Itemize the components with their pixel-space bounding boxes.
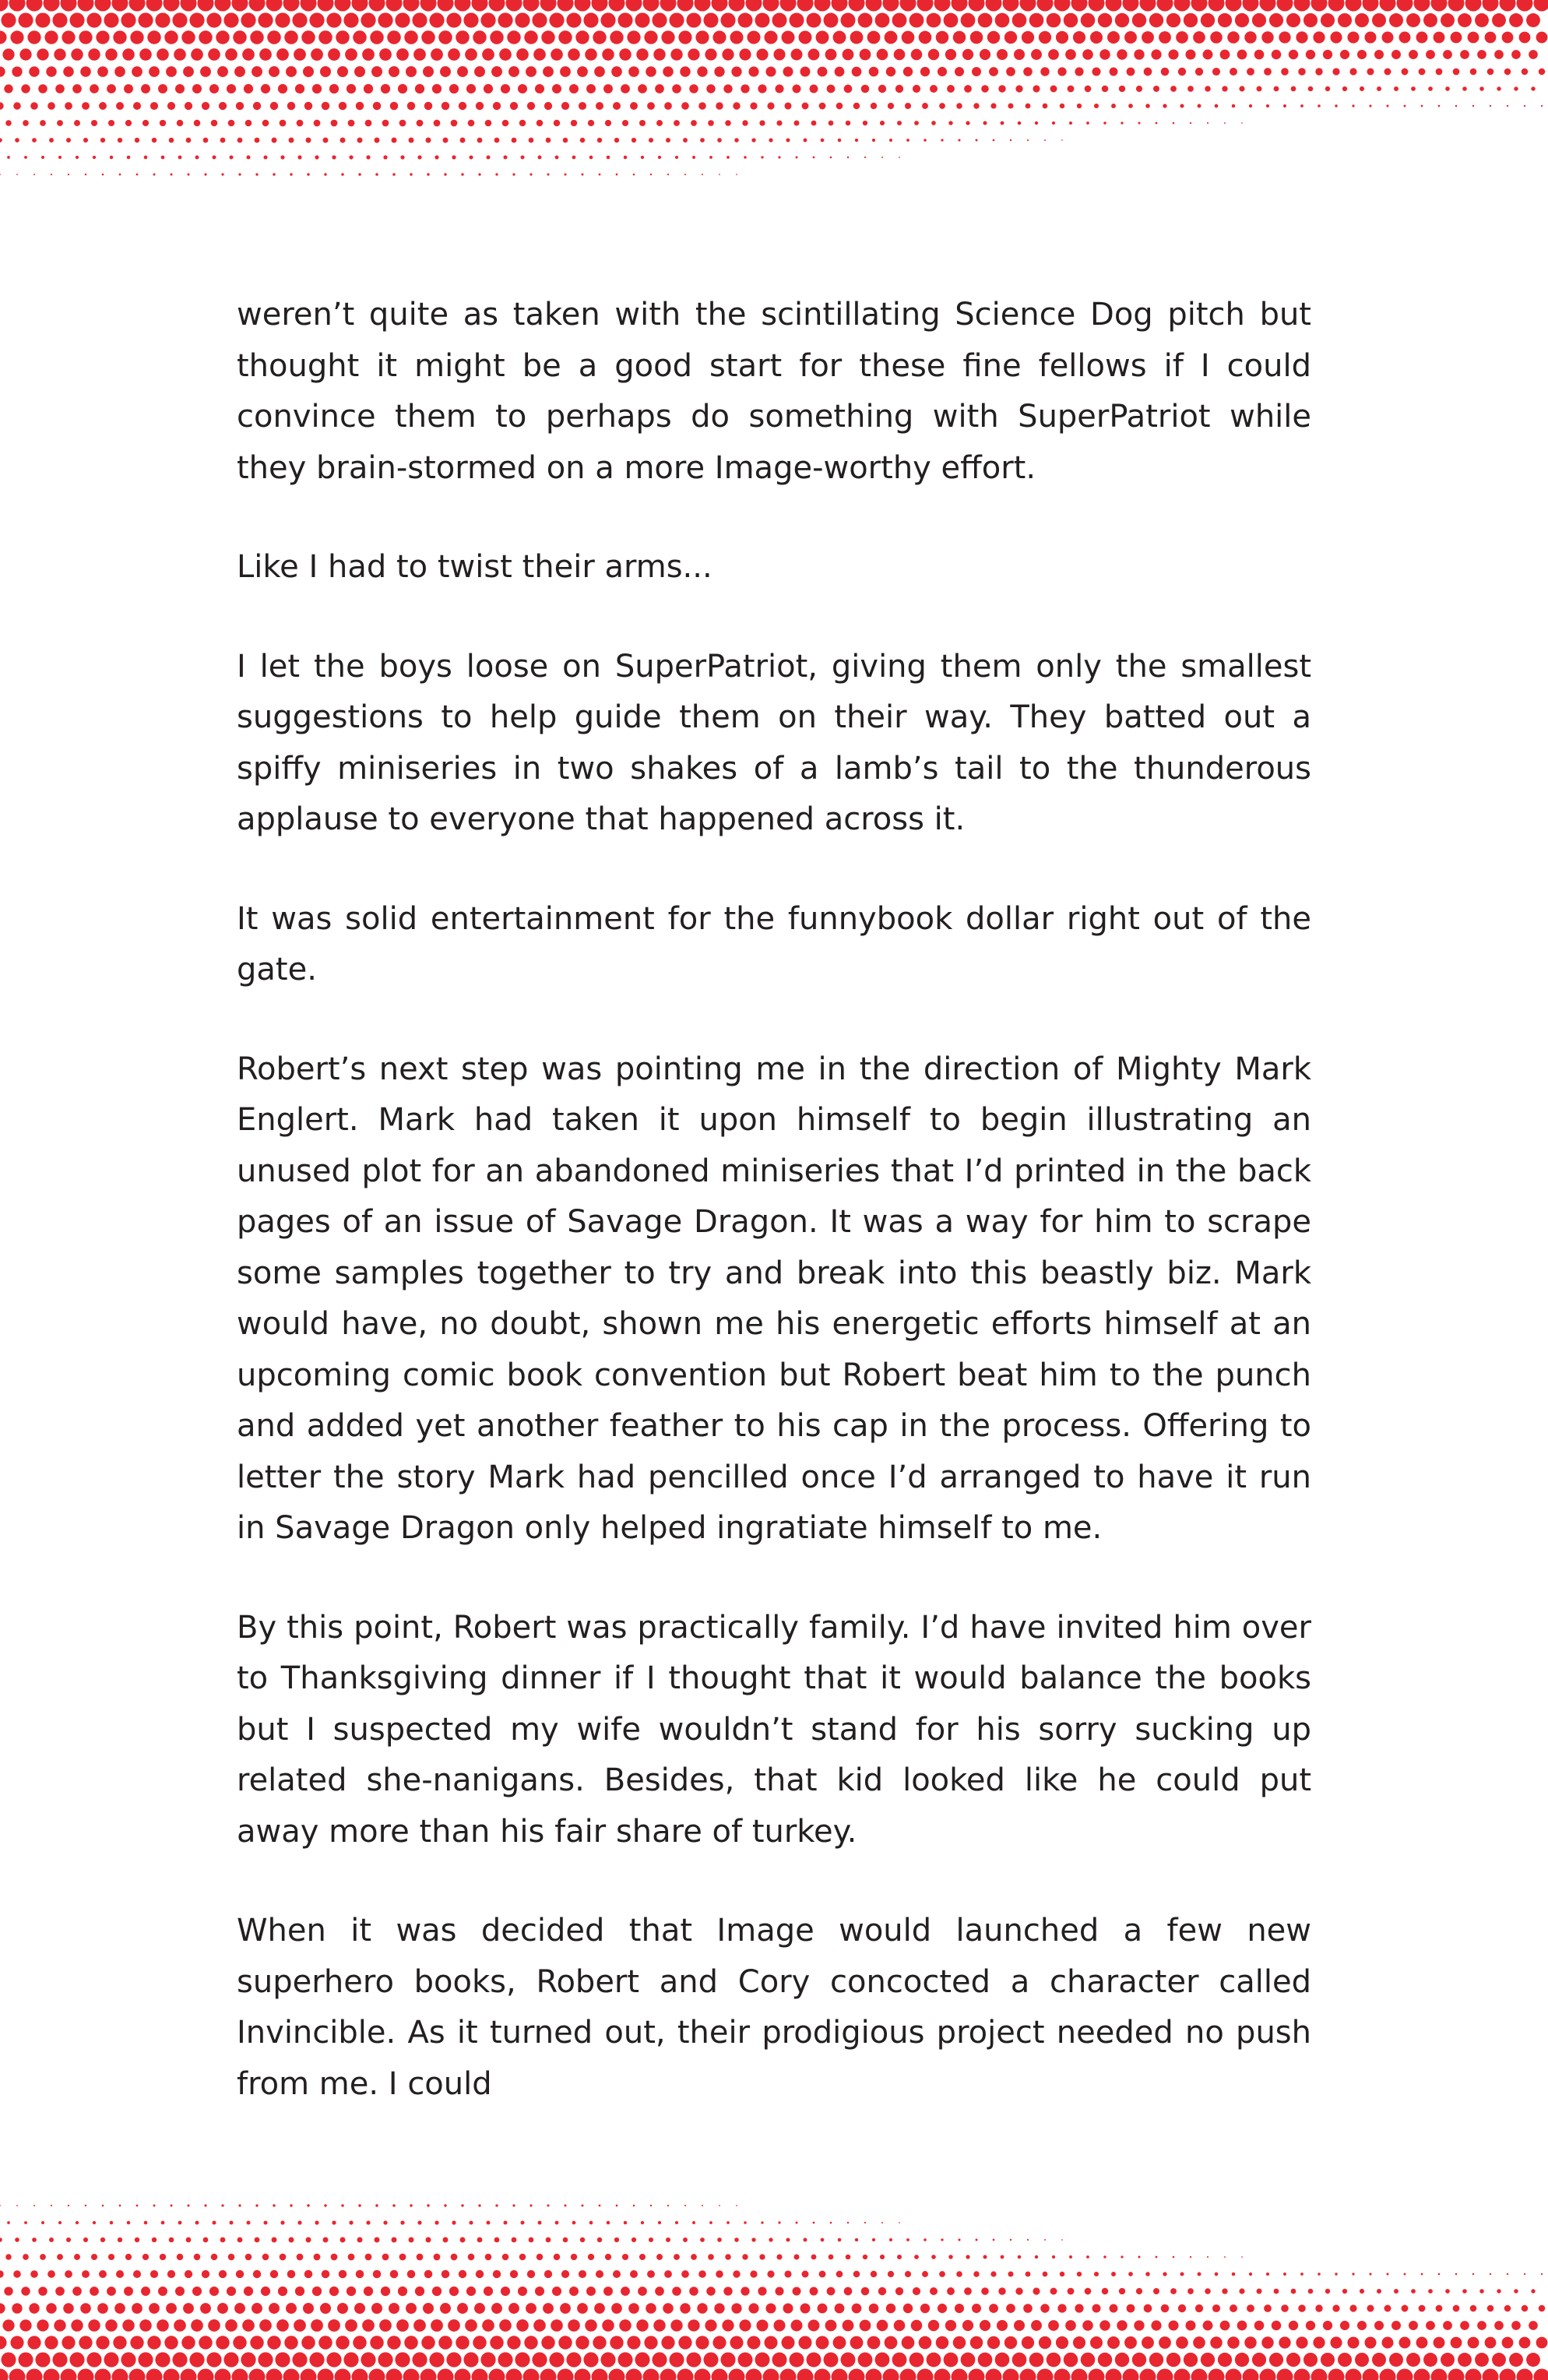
halftone-band-top: [0, 0, 1548, 187]
paragraph-3: I let the boys loose on SuperPatriot, giving them only the smallest suggestions to help guide them on their way. They batted out a spiffy miniseries in two shakes of a lamb’s tail to the thunderous applause to everyone that happened across it.: [237, 648, 1311, 837]
paragraph-5: Robert’s next step was pointing me in the direction of Mighty Mark Englert. Mark had taken it upon himself to begin illustrating an unused plot for an abandoned miniseries that I’d printed in the back pages of an issue of Savage Dragon. It was a way for him to scrape some samples together to try and break into this beastly biz. Mark would have, no doubt, shown me his energetic efforts himself at an upcoming comic book convention but Robert beat him to the punch and added yet another feather to his cap in the process. Offering to letter the story Mark had pencilled once I’d arranged to have it run in Savage Dragon only helped ingratiate himself to me.: [237, 1051, 1311, 1546]
paragraph-1: weren’t quite as taken with the scintillating Science Dog pitch but thought it might be a good start for these fine fellows if I could convince them to perhaps do something with SuperPatriot while they brain-stormed on a more Image-worthy effort.: [237, 297, 1311, 486]
paragraph-2: Like I had to twist their arms...: [237, 549, 712, 585]
halftone-dots: [0, 2193, 1548, 2380]
paragraph-4: It was solid entertainment for the funnybook dollar right out of the gate.: [237, 900, 1311, 988]
halftone-band-bottom: [0, 2193, 1548, 2380]
body-text-column: [237, 290, 1311, 2158]
paragraph-6: By this point, Robert was practically family. I’d have invited him over to Thanksgiving dinner if I thought that it would balance the books but I suspected my wife wouldn’t stand for his sorry sucking up related she-nanigans. Besides, that kid looked like he could put away more than his fair share of turkey.: [237, 1609, 1311, 1850]
paragraph-7: When it was decided that Image would launched a few new superhero books, Robert and Cory concocted a character called Invincible. As it turned out, their prodigious project needed no push from me. I could: [237, 1913, 1311, 2102]
halftone-dots: [0, 0, 1548, 187]
